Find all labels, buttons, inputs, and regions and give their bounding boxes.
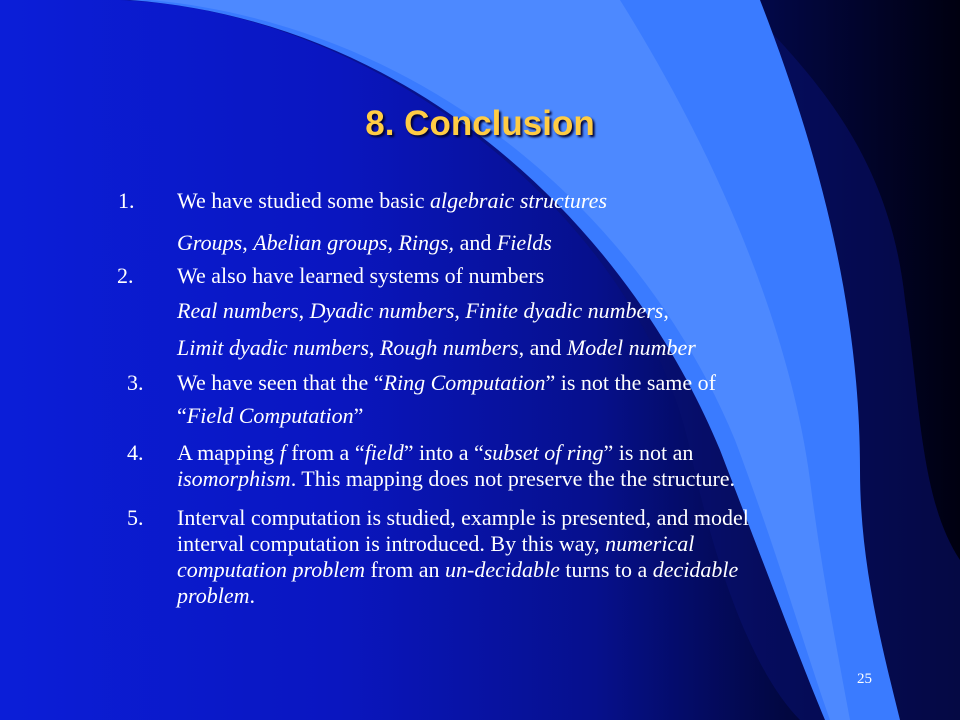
item-4-line-2: isomorphism. This mapping does not preserve the the structure. bbox=[177, 466, 736, 491]
italic-term: Ring Computation bbox=[383, 370, 546, 395]
italic-term: Rings, bbox=[398, 230, 455, 255]
italic-term: subset of ring bbox=[483, 440, 604, 465]
italic-term: Rough numbers bbox=[379, 335, 519, 360]
italic-term: decidable bbox=[652, 557, 739, 582]
item-number: 5. bbox=[127, 505, 144, 530]
italic-term: Field Computation bbox=[186, 403, 354, 428]
item-5-line-1: Interval computation is studied, example is presented, and model bbox=[177, 505, 749, 530]
item-5-line-2: interval computation is introduced. By this way, numerical bbox=[177, 531, 695, 556]
italic-term: Dyadic numbers bbox=[309, 298, 455, 323]
italic-term: Finite dyadic numbers bbox=[465, 298, 664, 323]
italic-term: Limit dyadic numbers bbox=[177, 335, 369, 360]
item-number: 3. bbox=[127, 370, 144, 395]
italic-term: algebraic structures bbox=[430, 188, 607, 213]
item-number: 4. bbox=[127, 440, 144, 465]
item-number: 1. bbox=[118, 188, 135, 213]
item-3-line-1: We have seen that the “Ring Computation” is not the same of bbox=[177, 370, 716, 395]
page-number: 25 bbox=[857, 671, 872, 687]
item-3-line-2: “Field Computation” bbox=[177, 403, 364, 428]
item-number: 2. bbox=[117, 263, 134, 288]
italic-term: Fields bbox=[496, 230, 552, 255]
item-1-line-2: Groups, Abelian groups, Rings, and Fields bbox=[177, 230, 552, 255]
italic-term: Abelian groups bbox=[253, 230, 388, 255]
italic-term: f bbox=[279, 440, 286, 465]
item-2-line-1: We also have learned systems of numbers bbox=[177, 263, 545, 288]
italic-term: un-decidable bbox=[445, 557, 560, 582]
item-5-line-3: computation problem from an un-decidable turns to a decidable bbox=[177, 557, 739, 582]
item-1-line-1: We have studied some basic algebraic structures bbox=[177, 188, 607, 213]
italic-term: numerical bbox=[605, 531, 695, 556]
italic-term: field bbox=[364, 440, 404, 465]
item-5-line-4: problem. bbox=[177, 583, 256, 608]
slide-title: 8. Conclusion bbox=[365, 104, 595, 143]
italic-term: Real numbers bbox=[177, 298, 299, 323]
italic-term: isomorphism bbox=[177, 466, 291, 491]
italic-term: Model number bbox=[566, 335, 696, 360]
item-4-line-1: A mapping f from a “field” into a “subset of ring” is not an bbox=[177, 440, 694, 465]
item-2-line-2: Real numbers, Dyadic numbers, Finite dyadic numbers, bbox=[177, 298, 669, 323]
italic-term: problem bbox=[177, 583, 250, 608]
italic-term: Groups bbox=[177, 230, 243, 255]
item-2-line-3: Limit dyadic numbers, Rough numbers, and Model number bbox=[177, 335, 696, 360]
italic-term: computation problem bbox=[177, 557, 365, 582]
